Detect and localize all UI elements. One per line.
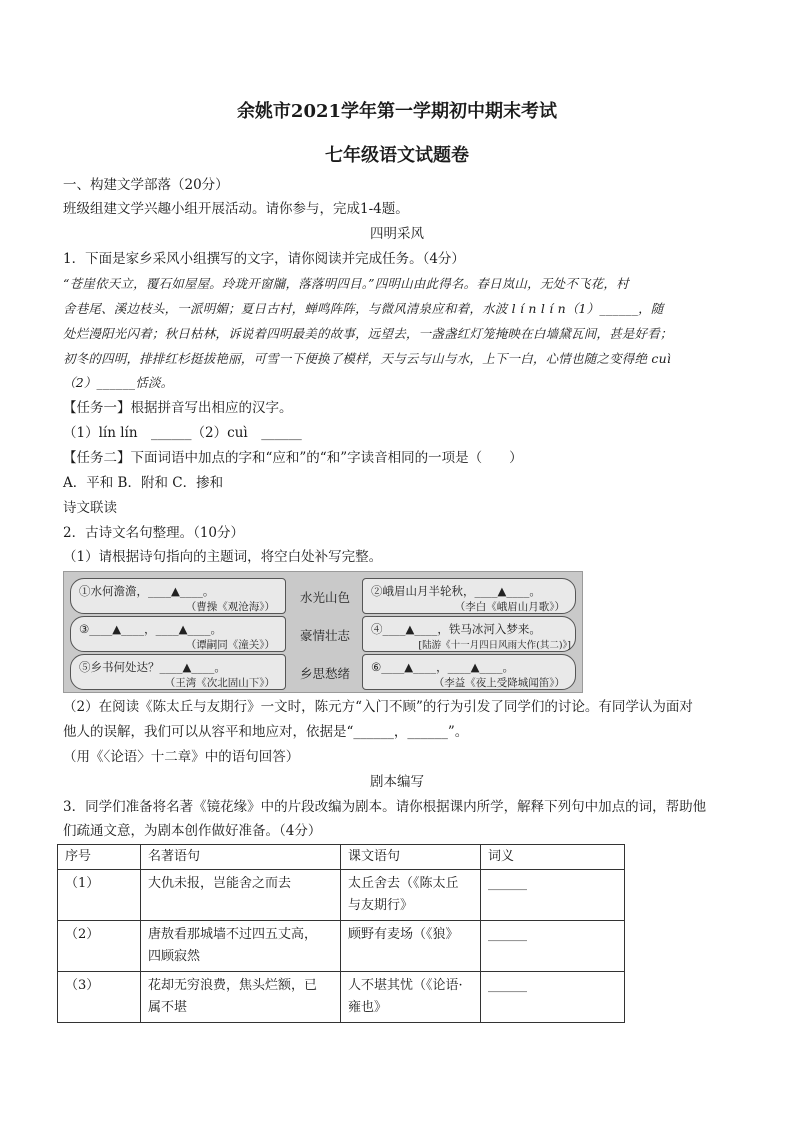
text-sentence: 顾野有麦场（《狼》 <box>341 921 481 972</box>
table-row <box>58 972 625 1023</box>
passage-line: （2）______恬淡。 <box>63 375 174 390</box>
theme-label: 水光山色 <box>300 590 351 605</box>
poem-cell-6: ⑥____▲____，____▲____。 （李益《夜上受降城闻笛》） <box>362 654 576 690</box>
section-heading: 一、构建文学部落（20分） <box>63 177 229 193</box>
task-1-blanks: （1）lín lín ______（2）cuì ______ <box>63 425 302 441</box>
poem-cell-5: ⑤乡书何处达？____▲____。 （王湾《次北固山下》） <box>70 654 286 690</box>
passage-line: 舍巷尾、溪边枝头，一派明媚；夏日古村，蝉鸣阵阵，与微风清泉应和着，水波 l í n l í n（1）______，随 <box>63 301 664 316</box>
poem-cell-1: ①水何澹澹，____▲____。 （曹操《观沧海》） <box>70 578 286 614</box>
task-2: 【任务二】下面词语中加点的字和“应和”的“和”字读音相同的一项是（ ） <box>63 450 523 466</box>
theme-label: 乡思愁绪 <box>300 666 351 681</box>
exam-subtitle: 七年级语文试题卷 <box>325 145 469 166</box>
row-number: （3） <box>58 972 141 1023</box>
subsection-siming: 四明采风 <box>370 226 424 242</box>
question-1: 1．下面是家乡采风小组撰写的文字，请你阅读并完成任务。（4分） <box>63 251 465 267</box>
poem-cell-4: ④____▲____，铁马冰河入梦来。 [陆游《十一月四日风雨大作(其二)》] <box>362 616 576 652</box>
meaning-blank: ______ <box>481 870 625 921</box>
table-header: 词义 <box>481 845 625 870</box>
row-number: （2） <box>58 921 141 972</box>
book-sentence: 大仇未报，岂能舍之而去 <box>141 870 341 921</box>
task-1: 【任务一】根据拼音写出相应的汉字。 <box>63 400 293 416</box>
question-2-2-note: （用《〈论语〉十二章》中的语句回答） <box>63 749 300 765</box>
question-3: 3．同学们准备将名著《镜花缘》中的片段改编为剧本。请你根据课内所学，解释下列句中加点的词，帮助他 <box>63 799 707 815</box>
meaning-blank: ______ <box>481 921 625 972</box>
passage-line: 初冬的四明，排排红杉挺拔艳丽，可雪一下便换了模样，天与云与山与水，上下一白，心情也随之变得绝 cuì <box>63 351 672 366</box>
question-2-2: 他人的误解，我们可以从容平和地应对，依据是“______，______”。 <box>63 724 469 740</box>
vocab-table <box>57 844 625 1023</box>
text-sentence: 人不堪其忧（《论语· 雍也》 <box>341 972 481 1023</box>
book-sentence: 花却无穷浪费，焦头烂额，已 属不堪 <box>141 972 341 1023</box>
row-number: （1） <box>58 870 141 921</box>
poem-cell-3: ③____▲____，____▲____。 （谭嗣同《潼关》） <box>70 616 286 652</box>
table-row <box>58 921 625 972</box>
exam-title: 余姚市2021学年第一学期初中期末考试 <box>236 101 558 122</box>
table-header: 序号 <box>58 845 141 870</box>
poem-cell-2: ②峨眉山月半轮秋，____▲____。 （李白《峨眉山月歌》） <box>362 578 576 614</box>
subsection-juben: 剧本编写 <box>370 774 424 790</box>
question-2-2: （2）在阅读《陈太丘与友期行》一文时，陈元方“入门不顾”的行为引发了同学们的讨论。有同学认为面对 <box>63 699 693 715</box>
meaning-blank: ______ <box>481 972 625 1023</box>
table-header: 课文语句 <box>341 845 481 870</box>
question-2: 2．古诗文名句整理。（10分） <box>63 525 245 541</box>
table-row <box>58 870 625 921</box>
table-header: 名著语句 <box>141 845 341 870</box>
passage-line: “苍崖依天立，覆石如屋屋。玲珑开窗牖，落落明四目。”四明山由此得名。春日岚山，无处不飞花，村 <box>63 276 629 291</box>
task-2-options: A．平和 B．附和 C．掺和 <box>63 475 224 491</box>
question-3: 们疏通文意，为剧本创作做好准备。（4分） <box>63 823 322 839</box>
intro-text: 班级组建文学兴趣小组开展活动。请你参与，完成1-4题。 <box>63 201 409 217</box>
book-sentence: 唐敖看那城墙不过四五丈高， 四顾寂然 <box>141 921 341 972</box>
theme-label: 豪情壮志 <box>300 628 351 643</box>
table-header-row <box>58 845 625 870</box>
poem-table-image <box>63 571 583 693</box>
question-2-1: （1）请根据诗句指向的主题词，将空白处补写完整。 <box>63 549 383 565</box>
text-sentence: 太丘舍去（《陈太丘 与友期行》 <box>341 870 481 921</box>
passage-line: 处烂漫阳光闪着；秋日枯林，诉说着四明最美的故事，远望去，一盏盏红灯笼掩映在白墙黛瓦间，甚是好看； <box>63 326 673 341</box>
subsection-shiwen: 诗文联读 <box>63 500 117 516</box>
